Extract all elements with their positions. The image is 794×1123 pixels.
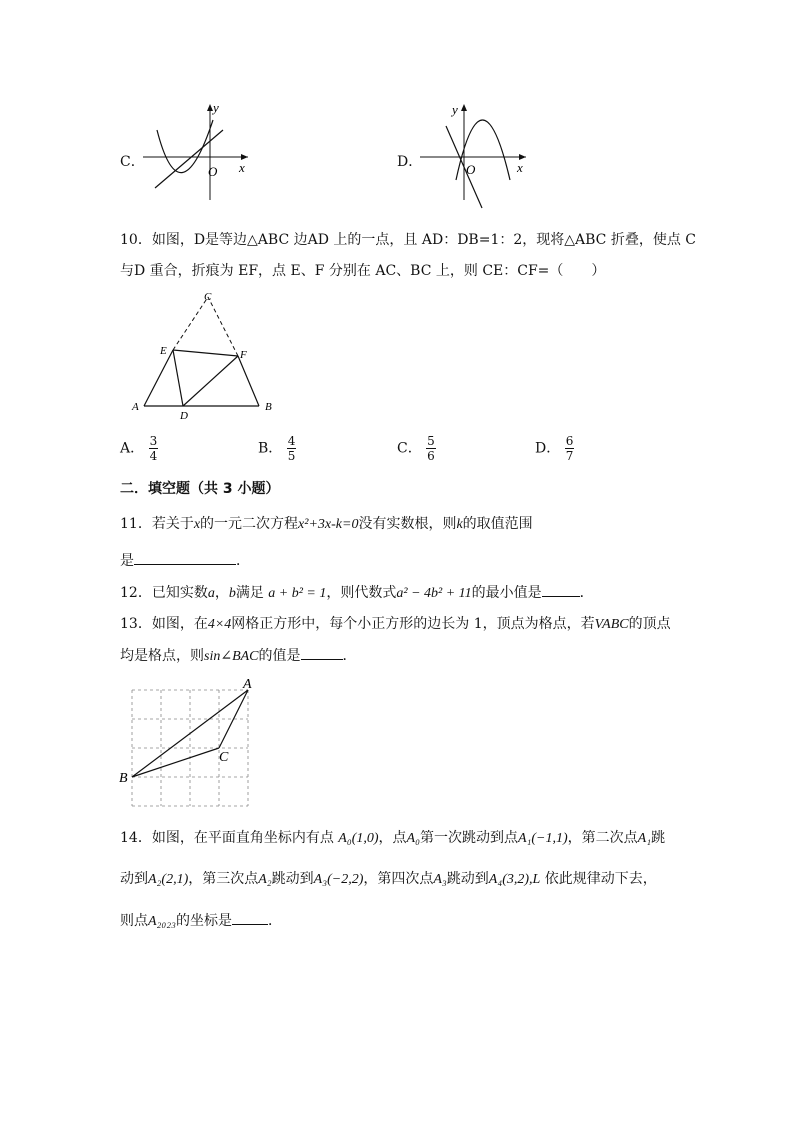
q13-prefix: 13．如图，在 (120, 616, 208, 632)
segment-ef (173, 350, 238, 356)
q12-condition: a + b² = 1 (268, 586, 327, 601)
q14-line2-prefix: 动到 (120, 871, 148, 887)
label-f: F (240, 349, 247, 361)
graph-c-line (155, 130, 223, 188)
q14-line1-mid2: 第一次跳动到点 (419, 830, 518, 846)
q14-a1-name: A₁ (637, 831, 652, 846)
q14-line1-tail: 跳 (651, 830, 666, 846)
label-d: D (180, 410, 188, 422)
q11-equation: x²+3x-k=0 (298, 517, 359, 532)
q12-suffix: 的最小值是 (471, 585, 542, 601)
graph-d-y-arrow-icon (461, 104, 467, 111)
q14-line1 (120, 827, 665, 847)
q13-line1 (120, 613, 671, 633)
q13-suffix: 的顶点 (628, 616, 671, 632)
graph-c-y-label: y (213, 100, 219, 115)
q14-line3 (120, 910, 282, 930)
q13-mid: 网格正方形中，每个小正方形的边长为 1，顶点为格点，若 (231, 616, 595, 632)
q11-suffix: 的取值范围 (462, 516, 533, 532)
label-b: B (119, 771, 128, 786)
q14-line2-mid: ，第三次点 (188, 871, 259, 887)
graph-d-origin-label: O (466, 162, 476, 177)
q9-graph-c (143, 100, 258, 205)
q13-line2-prefix: 均是格点，则 (120, 648, 204, 664)
option-fraction: $\frac{5}{6}$ (427, 434, 435, 463)
q11-var-k: k (456, 517, 463, 532)
segment-ae (144, 350, 173, 406)
option-label: D． (535, 440, 561, 457)
grid-lines (132, 690, 248, 806)
q14-line1-prefix: 14．如图，在平面直角坐标内有点 (120, 830, 334, 846)
q11-after-eq: 没有实数根，则 (358, 516, 457, 532)
q12-sep: ， (214, 585, 229, 601)
q14-line2 (120, 868, 657, 888)
q12-prefix: 12．已知实数 (120, 585, 208, 601)
q12-end: ． (579, 585, 594, 601)
section-title: 二．填空题（共 3 小题） (120, 481, 280, 497)
label-a: A (132, 401, 139, 413)
q12-answer-blank[interactable] (542, 582, 580, 597)
q12-expression: a² − 4b² + 11 (396, 586, 472, 601)
option-fraction: $\frac{4}{5}$ (287, 434, 296, 463)
q11-line1 (120, 513, 533, 533)
q11-line2 (120, 550, 250, 570)
q13-grid: 4×4 (207, 617, 232, 632)
q11-end: ． (236, 553, 250, 569)
q11-answer-blank[interactable] (134, 550, 236, 565)
q14-point-a4: A₄(3,2),L (488, 872, 541, 887)
q10-option-d (535, 434, 574, 463)
q13-grid-figure (116, 676, 266, 811)
segment-ed (173, 350, 183, 406)
q14-line1-end: ，第二次点 (567, 830, 638, 846)
q13-line2-mid: 的值是 (258, 648, 301, 664)
q12-line (120, 582, 594, 602)
segment-ec-dashed (173, 297, 208, 350)
q10-text-line1: 10．如图，D是等边△ABC 边AD 上的一点，且 AD：DB=1：2，现将△ABC 折叠，使点 C (120, 232, 697, 248)
q9-option-d-label: D． (397, 154, 423, 170)
q14-line2-mid4: 跳动到 (446, 871, 489, 887)
q10-option-c (397, 434, 436, 463)
option-label: C． (397, 440, 422, 457)
q14-point-a2023: A₂₀₂₃ (148, 914, 177, 929)
q14-point-a3: A₃(−2,2) (313, 872, 364, 887)
q14-a3-name: A₃ (433, 872, 447, 887)
q10-triangle-figure (128, 288, 288, 423)
q12-var-b: b (228, 586, 236, 601)
segment-df (183, 356, 238, 406)
q14-line2-end: 依此规律动下去， (544, 871, 657, 887)
q11-mid: 的一元二次方程 (200, 516, 299, 532)
option-label: A． (120, 440, 145, 457)
graph-d-x-label: x (517, 160, 523, 175)
q14-a0-name: A₀ (406, 831, 420, 846)
q10-option-b (258, 434, 296, 463)
q14-point-a1: A₁(−1,1) (517, 831, 568, 846)
q10-text-line2: 与D 重合，折痕为 EF，点 E、F 分别在 AC、BC 上，则 CE：CF=（ ） (120, 263, 606, 279)
q14-answer-blank[interactable] (232, 910, 268, 925)
q13-triangle: VABC (594, 617, 629, 632)
option-fraction: $\frac{3}{4}$ (149, 434, 158, 463)
q14-end: ． (268, 913, 283, 929)
q13-answer-blank[interactable] (301, 645, 343, 660)
q13-sin-expr: sin∠BAC (204, 649, 259, 664)
segment-fc-dashed (208, 297, 238, 356)
option-label: B． (258, 440, 283, 457)
graph-d-y-label: y (452, 102, 458, 117)
graph-c-x-label: x (239, 160, 245, 175)
q14-line1-mid: ，点 (378, 830, 407, 846)
segment-bc (132, 748, 219, 777)
q11-prefix: 11．若关于 (120, 516, 194, 532)
q10-option-a (120, 434, 158, 463)
q12-var-a: a (207, 586, 215, 601)
label-b: B (265, 401, 272, 413)
q14-line2-mid3: ，第四次点 (363, 871, 434, 887)
label-c: C (204, 291, 212, 303)
q11-line2-prefix: 是 (120, 553, 134, 569)
q12-after: ，则代数式 (326, 585, 397, 601)
option-fraction: $\frac{6}{7}$ (565, 434, 574, 463)
q14-line3-prefix: 则点 (120, 913, 148, 929)
q9-option-c-label: C． (120, 154, 145, 170)
q14-point-a0: A₀(1,0) (338, 831, 379, 846)
q13-end: ． (342, 648, 357, 664)
label-c: C (219, 750, 229, 765)
q14-point-a2: A₂(2,1) (148, 872, 189, 887)
q11-var-x: x (193, 517, 201, 532)
label-e: E (160, 345, 167, 357)
q9-graph-d (420, 100, 535, 212)
q12-mid: 满足 (235, 585, 264, 601)
q14-line3-mid: 的坐标是 (176, 913, 233, 929)
graph-c-origin-label: O (208, 164, 218, 179)
q14-a2-name: A₂ (258, 872, 272, 887)
q13-line2 (120, 645, 357, 665)
label-a: A (243, 677, 252, 692)
q14-line2-mid2: 跳动到 (271, 871, 314, 887)
segment-bf (238, 356, 259, 406)
